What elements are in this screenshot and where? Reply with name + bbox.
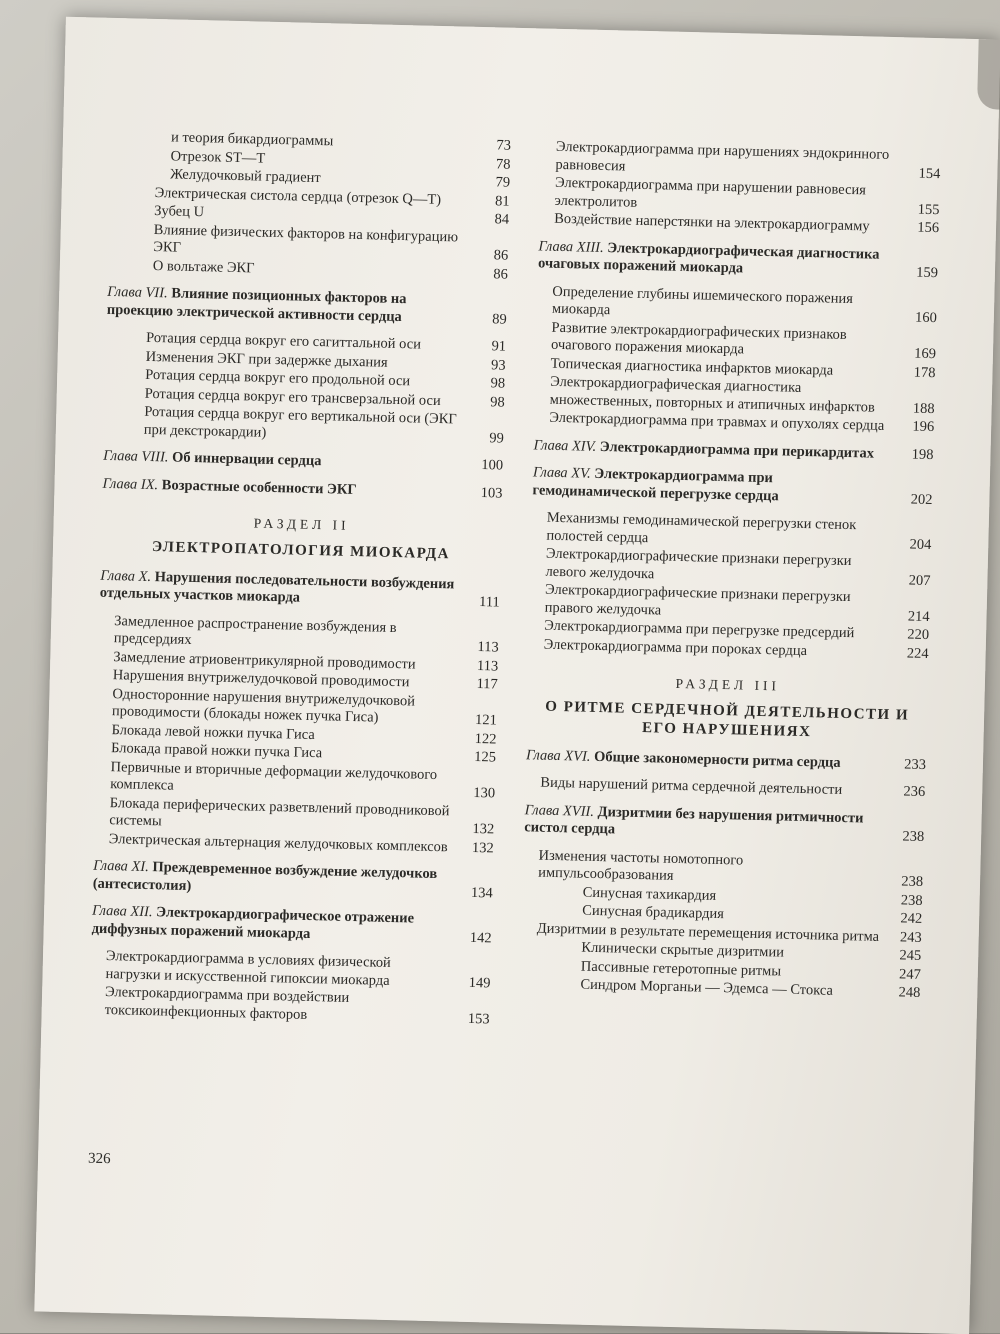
toc-entry-title: Электрическая систола сердца (отрезок Q—T) — [154, 184, 442, 208]
toc-entry-title: Изменения ЭКГ при задержке дыхания — [145, 348, 388, 371]
toc-left-column — [89, 128, 511, 1030]
toc-entry-title: Блокада правой ножки пучка Гиса — [110, 740, 323, 762]
chapter-label: Глава XI. — [93, 857, 150, 876]
toc-entry-title — [538, 238, 897, 282]
toc-entry-title: Развитие электрокардиографических признаков очагового поражения миокарда — [550, 319, 847, 358]
toc-page-number: 125 — [474, 748, 497, 766]
toc-page-number: 248 — [898, 984, 921, 1001]
toc-entry-title: Механизмы гемодинамической перегрузки стенок полостей сердца — [546, 509, 857, 546]
toc-page-number: 238 — [902, 828, 925, 845]
toc-chapter — [107, 284, 508, 329]
toc-page-number: 160 — [914, 309, 938, 327]
toc-page-number: 153 — [467, 1010, 490, 1027]
book-page — [34, 17, 1000, 1334]
toc-entry-title: Ротация сердца вокруг его вертикальной оси (ЭКГ при декстрокардии) — [143, 403, 457, 441]
toc-page-number: 243 — [899, 928, 922, 946]
toc-entry-title: Блокада левой ножки пучка Гиса — [111, 721, 316, 743]
toc-page-number: 132 — [471, 839, 494, 856]
toc-page-number: 169 — [914, 345, 937, 363]
toc-entry — [525, 774, 925, 801]
toc-page-number: 238 — [901, 873, 924, 890]
chapter-title: Возрастные особенности ЭКГ — [161, 476, 357, 498]
section-title: О РИТМЕ СЕРДЕЧНОЙ ДЕЯТЕЛЬНОСТИ И ЕГО НАРУШЕНИЯХ — [545, 698, 910, 740]
toc-entry-title: Электрокардиограмма при перегрузке предсердий — [544, 617, 855, 642]
toc-page-number: 132 — [472, 820, 495, 838]
toc-entry-title: О вольтаже ЭКГ — [152, 257, 255, 276]
toc-page-number: 188 — [912, 400, 935, 417]
toc-entry-title: Виды нарушений ритма сердечной деятельности — [540, 774, 843, 798]
toc-page-number: 242 — [900, 910, 923, 927]
toc-chapter — [100, 567, 501, 612]
chapter-title: Нарушения последовательности возбуждения отдельных участков миокарда — [99, 568, 455, 606]
section-label: РАЗДЕЛ II — [253, 515, 350, 533]
chapter-label: Глава XIV. — [533, 436, 597, 455]
toc-entry-title: Нарушения внутрижелудочковой проводимости — [112, 667, 410, 691]
toc-page-number: 73 — [496, 137, 512, 154]
chapter-title: Об иннервации сердца — [171, 449, 322, 470]
toc-entry-title: Изменения частоты номотопного импульсообразования — [537, 847, 744, 884]
toc-page-number: 204 — [909, 536, 932, 553]
chapter-label: Глава XIII. — [538, 237, 604, 256]
toc-entry-title — [103, 448, 461, 474]
toc-entry-title — [107, 284, 466, 328]
toc-entry-title: Ротация сердца вокруг его трансверзальной оси — [144, 385, 441, 409]
chapter-title: Общие закономерности ритма сердца — [593, 748, 841, 771]
toc-page-number: 202 — [910, 491, 933, 508]
toc-page-number: 121 — [474, 711, 498, 729]
toc-entry-title: Электрическая альтернация желудочковых комплексов — [108, 830, 448, 855]
toc-entry-title: Электрокардиограмма при пороках сердца — [543, 636, 808, 659]
toc-page-number: 103 — [480, 484, 503, 502]
toc-page-number: 142 — [469, 929, 492, 946]
toc-entry-title: Ротация сердца вокруг его продольной оси — [145, 366, 411, 390]
toc-page-number: 196 — [912, 418, 935, 436]
toc-entry-title — [93, 858, 452, 902]
toc-page-number: 130 — [473, 784, 496, 802]
chapter-title: Электрокардиограмма при гемодинамической перегрузке сердца — [532, 465, 779, 504]
toc-page-number: 81 — [494, 192, 510, 210]
chapter-label: Глава IX. — [102, 475, 159, 493]
toc-entry-title: Электрокардиограмма при воздействии токсикоинфекционных факторов — [104, 984, 350, 1023]
chapter-label: Глава XVII. — [524, 801, 595, 820]
toc-entry-title: Влияние физических факторов на конфигурацию ЭКГ — [153, 221, 459, 256]
toc-entry-title: Электрокардиографическая диагностика множественных, повторных и атипичных инфарктов — [549, 373, 875, 416]
chapter-label: Глава XVI. — [525, 746, 591, 765]
toc-entry-title: Клинически скрытые дизритмии — [581, 939, 785, 961]
toc-entry-title: Синусная тахикардия — [582, 884, 717, 904]
toc-chapter — [524, 802, 925, 847]
toc-page-number: 245 — [899, 947, 922, 964]
chapter-title: Влияние позиционных факторов на проекцию электрической активности сердца — [106, 285, 407, 325]
toc-page-number: 224 — [906, 645, 929, 662]
toc-chapter — [533, 437, 933, 464]
toc-page-number: 156 — [917, 219, 940, 237]
chapter-title: Электрокардиографическое отражение диффузных поражений миокарда — [91, 904, 415, 942]
toc-chapter — [103, 448, 503, 475]
toc-entry-title: Электрокардиограмма при травмах и опухолях сердца — [549, 409, 885, 434]
toc-page-number: 134 — [470, 884, 493, 901]
toc-entry-title: Ротация сердца вокруг его сагиттальной оси — [145, 329, 422, 353]
chapter-label: Глава X. — [100, 567, 152, 585]
toc-page-number: 99 — [489, 429, 504, 447]
toc-page-number: 238 — [900, 891, 923, 909]
toc-page-number: 220 — [907, 626, 930, 644]
toc-page-number: 78 — [495, 155, 511, 173]
toc-page-number: 236 — [903, 783, 926, 800]
toc-entry-title: Блокада периферических разветвлений проводниковой системы — [109, 794, 450, 830]
toc-entry-title: и теория бикардиограммы — [170, 129, 334, 150]
toc-chapter — [526, 747, 926, 774]
toc-entry-title — [102, 475, 460, 501]
toc-page-number: 98 — [489, 393, 505, 411]
toc-page-number: 247 — [898, 965, 922, 983]
toc-page-number: 214 — [907, 608, 930, 625]
toc-entry-title — [526, 747, 884, 773]
chapter-label: Глава XII. — [91, 902, 153, 921]
toc-entry-title — [533, 437, 891, 463]
toc-page-number: 100 — [481, 457, 504, 474]
toc-entry-title: Замедление атриовентрикулярной проводимости — [113, 648, 416, 673]
toc-page-number: 79 — [495, 174, 511, 191]
toc-page-number: 178 — [913, 364, 936, 381]
toc-entry-title: Дизритмии в результате перемещения источника ритма — [536, 920, 880, 945]
toc-entry-title: Замедленное распространение возбуждения в предсердиях — [113, 612, 397, 649]
toc-entry-title: Отрезок ST—T — [170, 147, 266, 167]
toc-page-number: 154 — [918, 165, 941, 182]
toc-entry-title: Электрокардиографические признаки перегрузки правого желудочка — [544, 581, 851, 618]
toc-entry-title: Воздействие наперстянки на электрокардиограмму — [553, 210, 870, 235]
page-number: 326 — [87, 1150, 111, 1168]
toc-entry-title: Топическая диагностика инфарктов миокарда — [550, 355, 834, 379]
toc-right-column — [520, 138, 941, 1003]
toc-page-number: 111 — [478, 594, 500, 611]
section-title: ЭЛЕКТРОПАТОЛОГИЯ МИОКАРДА — [151, 538, 451, 562]
toc-chapter — [538, 238, 939, 283]
chapter-label: Глава XV. — [532, 464, 591, 482]
toc-entry-title: Пассивные гетеротопные ритмы — [580, 958, 782, 980]
toc-page-number: 117 — [476, 676, 498, 693]
toc-entry-title: Электрокардиограмма при нарушениях эндокринного равновесия — [555, 138, 890, 174]
chapter-label: Глава VIII. — [103, 447, 169, 466]
chapter-title: Дизритмии без нарушения ритмичности систол сердца — [524, 803, 864, 838]
toc-entry-title: Электрокардиографические признаки перегрузки левого желудочка — [545, 545, 852, 582]
chapter-title: Электрокардиографическая диагностика очаговых поражений миокарда — [537, 239, 880, 277]
toc-chapter — [532, 464, 933, 509]
toc-entry-title: Синдром Морганьи — Эдемса — Стокса — [580, 976, 834, 999]
toc-page-number: 198 — [911, 446, 934, 463]
toc-page-number: 122 — [474, 730, 497, 748]
chapter-label: Глава VII. — [107, 283, 168, 302]
toc-entry-title — [532, 464, 891, 508]
chapter-title: Преждевременное возбуждение желудочков (антесистолия) — [92, 859, 438, 894]
chapter-title: Электрокардиограмма при перикардитах — [599, 438, 875, 462]
toc-entry-title — [524, 802, 883, 846]
toc-page-number: 155 — [917, 201, 940, 218]
toc-page-number: 159 — [916, 264, 939, 282]
toc-page-number: 113 — [477, 639, 499, 656]
toc-entry-title: Электрокардиограмма при нарушении равновесия электролитов — [554, 174, 867, 211]
page-corner-shadow — [977, 39, 1000, 110]
toc-page-number: 149 — [468, 974, 491, 991]
toc-entry-title: Зубец U — [154, 202, 205, 221]
toc-entry-title — [100, 567, 459, 611]
toc-page-number: 86 — [493, 247, 509, 264]
toc-entry-title: Желудочковый градиент — [169, 166, 321, 187]
toc-chapter — [102, 475, 502, 502]
toc-page-number: 113 — [476, 657, 499, 675]
toc-entry-title — [91, 903, 450, 947]
toc-entry-title: Определение глубины ишемического поражения миокарда — [551, 283, 854, 319]
toc-page-number: 98 — [490, 375, 506, 392]
toc-chapter — [91, 903, 492, 948]
toc-chapter — [93, 858, 494, 903]
toc-entry-title: Синусная брадикардия — [582, 902, 725, 923]
toc-page-number: 207 — [908, 572, 931, 589]
toc-page-number: 93 — [490, 356, 506, 374]
section-label: РАЗДЕЛ III — [675, 675, 781, 694]
toc-page-number: 84 — [494, 211, 510, 228]
toc-page-number: 233 — [904, 755, 927, 773]
toc-entry-title: Первичные и вторичные деформации желудочкового комплекса — [110, 758, 438, 794]
toc-page-number: 86 — [493, 265, 508, 283]
toc-page-number: 91 — [491, 338, 507, 355]
toc-entry-title: Односторонние нарушения внутрижелудочковой проводимости (блокады ножек пучка Гиса) — [111, 685, 416, 726]
toc-entry-title: Электрокардиограмма в условиях физической нагрузки и искусственной гипоксии миокарда — [105, 948, 391, 989]
toc-page-number: 89 — [492, 310, 507, 328]
